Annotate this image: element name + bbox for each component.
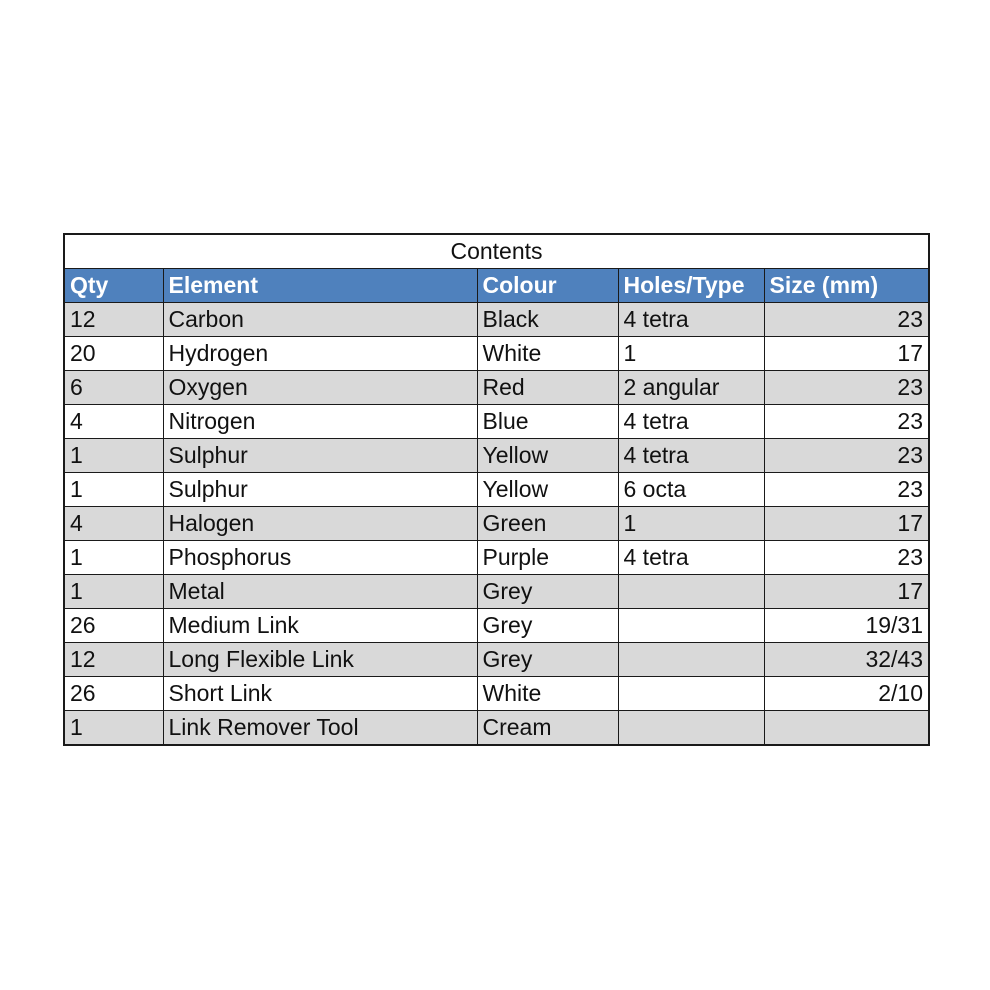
contents-table (63, 233, 930, 746)
title-row (64, 234, 929, 269)
cell-colour: Grey (477, 643, 618, 677)
cell-qty: 12 (64, 303, 163, 337)
cell-colour: Green (477, 507, 618, 541)
table-row (64, 405, 929, 439)
cell-size: 23 (764, 303, 929, 337)
cell-size: 17 (764, 507, 929, 541)
cell-element: Long Flexible Link (163, 643, 477, 677)
cell-holes-type: 2 angular (618, 371, 764, 405)
header-holes-type: Holes/Type (618, 269, 764, 303)
header-element: Element (163, 269, 477, 303)
table-row (64, 303, 929, 337)
cell-size: 23 (764, 439, 929, 473)
cell-element: Metal (163, 575, 477, 609)
cell-holes-type: 4 tetra (618, 439, 764, 473)
cell-size: 2/10 (764, 677, 929, 711)
header-row (64, 269, 929, 303)
cell-qty: 20 (64, 337, 163, 371)
table-row (64, 337, 929, 371)
cell-qty: 1 (64, 439, 163, 473)
cell-qty: 1 (64, 541, 163, 575)
header-qty: Qty (64, 269, 163, 303)
cell-colour: Black (477, 303, 618, 337)
cell-element: Sulphur (163, 473, 477, 507)
cell-element: Medium Link (163, 609, 477, 643)
table-row (64, 575, 929, 609)
table-row (64, 609, 929, 643)
table-row (64, 711, 929, 746)
table-row (64, 541, 929, 575)
header-colour: Colour (477, 269, 618, 303)
cell-qty: 26 (64, 677, 163, 711)
cell-colour: Grey (477, 609, 618, 643)
cell-size: 32/43 (764, 643, 929, 677)
cell-qty: 1 (64, 473, 163, 507)
cell-size: 17 (764, 575, 929, 609)
table-row (64, 677, 929, 711)
cell-colour: Yellow (477, 473, 618, 507)
cell-size: 23 (764, 541, 929, 575)
cell-colour: Purple (477, 541, 618, 575)
cell-qty: 12 (64, 643, 163, 677)
table-title: Contents (64, 234, 929, 269)
table-body (64, 303, 929, 746)
cell-element: Halogen (163, 507, 477, 541)
cell-qty: 6 (64, 371, 163, 405)
cell-holes-type: 1 (618, 507, 764, 541)
cell-qty: 26 (64, 609, 163, 643)
cell-size: 19/31 (764, 609, 929, 643)
table-row (64, 371, 929, 405)
cell-holes-type: 4 tetra (618, 541, 764, 575)
cell-holes-type (618, 575, 764, 609)
cell-holes-type: 4 tetra (618, 303, 764, 337)
cell-holes-type: 6 octa (618, 473, 764, 507)
cell-holes-type (618, 711, 764, 746)
cell-element: Link Remover Tool (163, 711, 477, 746)
cell-colour: White (477, 677, 618, 711)
cell-size: 23 (764, 405, 929, 439)
cell-colour: Red (477, 371, 618, 405)
cell-qty: 1 (64, 575, 163, 609)
cell-element: Hydrogen (163, 337, 477, 371)
table-row (64, 473, 929, 507)
table-row (64, 439, 929, 473)
cell-size: 17 (764, 337, 929, 371)
cell-element: Phosphorus (163, 541, 477, 575)
cell-size (764, 711, 929, 746)
cell-size: 23 (764, 473, 929, 507)
cell-qty: 4 (64, 507, 163, 541)
cell-size: 23 (764, 371, 929, 405)
cell-element: Sulphur (163, 439, 477, 473)
cell-element: Short Link (163, 677, 477, 711)
table-row (64, 643, 929, 677)
cell-colour: Blue (477, 405, 618, 439)
cell-holes-type: 1 (618, 337, 764, 371)
cell-colour: White (477, 337, 618, 371)
cell-colour: Cream (477, 711, 618, 746)
cell-holes-type (618, 677, 764, 711)
cell-holes-type: 4 tetra (618, 405, 764, 439)
cell-holes-type (618, 609, 764, 643)
cell-holes-type (618, 643, 764, 677)
header-size: Size (mm) (764, 269, 929, 303)
cell-colour: Yellow (477, 439, 618, 473)
cell-element: Nitrogen (163, 405, 477, 439)
cell-element: Carbon (163, 303, 477, 337)
cell-qty: 1 (64, 711, 163, 746)
table-row (64, 507, 929, 541)
cell-colour: Grey (477, 575, 618, 609)
contents-table-container (63, 233, 928, 746)
cell-qty: 4 (64, 405, 163, 439)
cell-element: Oxygen (163, 371, 477, 405)
